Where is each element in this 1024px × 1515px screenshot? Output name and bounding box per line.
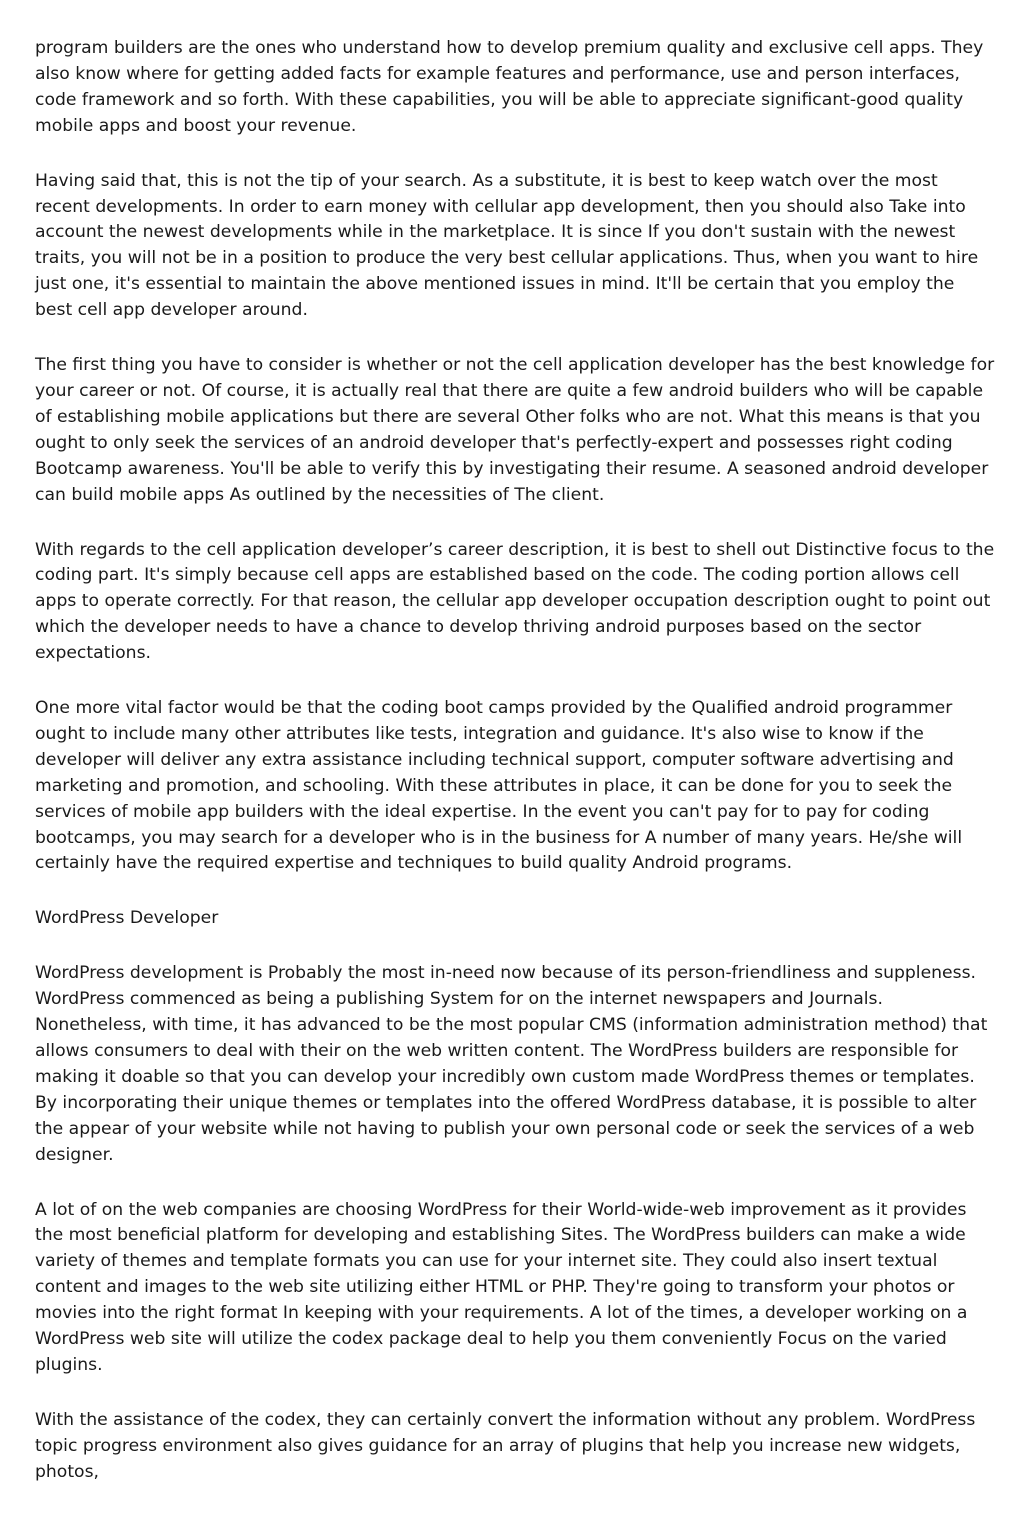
paragraph-wordpress-companies: A lot of on the web companies are choosing WordPress for their World-wide-web improvement as it provides the most beneficial platform for developing and establishing Sites. The WordPress builders can make a wide variety of themes and template formats you can use for your internet site. They could also insert textual content and images to the web site utilizing either HTML or PHP. They're going to transform your photos or movies into the right format In keeping with your requirements. A lot of the times, a developer working on a WordPress web site will utilize the codex package deal to help you them conveniently Focus on the varied plugins. bbox=[35, 1199, 968, 1375]
document-body bbox=[35, 36, 995, 1515]
paragraph-boot-camps: One more vital factor would be that the coding boot camps provided by the Qualified android programmer ought to include many other attributes like tests, integration and guidance. It's also wise to know if the developer will deliver any extra assistance including technical support, computer software advertising and marketing and promotion, and schooling. With these attributes in place, it can be done for you to seek the services of mobile app builders with the ideal expertise. In the event you can't pay for to pay for coding bootcamps, you may search for a developer who is in the business for A number of many years. He/she will certainly have the required expertise and techniques to build quality Android programs. bbox=[35, 698, 963, 874]
paragraph-latest-developments: Having said that, this is not the tip of your search. As a substitute, it is best to keep watch over the most recent developments. In order to earn money with cellular app development, then you should also Take into account the newest developments while in the marketplace. It is since If you don't sustain with the newest traits, you will not be in a position to produce the very best cellular applications. Thus, when you want to hire just one, it's essential to maintain the above mentioned issues in mind. It'll be certain that you employ the best cell app developer around. bbox=[35, 170, 979, 321]
paragraph-wordpress-development: WordPress development is Probably the most in-need now because of its person-friendliness and suppleness. WordPress commenced as being a publishing System for on the internet newspapers and Journals. Nonetheless, with time, it has advanced to be the most popular CMS (information administration method) that allows consumers to deal with their on the web written content. The WordPress builders are responsible for making it doable so that you can develop your incredibly own custom made WordPress themes or templates. By incorporating their unique themes or templates into the offered WordPress database, it is possible to alter the appear of your website while not having to publish your own personal code or seek the services of a web designer. bbox=[35, 963, 988, 1165]
paragraph-knowledge: The first thing you have to consider is whether or not the cell application developer has the best knowledge for your career or not. Of course, it is actually real that there are quite a few android builders who will be capable of establishing mobile applications but there are several Other folks who are not. What this means is that you ought to only seek the services of an android developer that's perfectly-expert and possesses right coding Bootcamp awareness. You'll be able to verify this by investigating their resume. A seasoned android developer can build mobile apps As outlined by the necessities of The client. bbox=[35, 355, 995, 505]
paragraph-codex: With the assistance of the codex, they can certainly convert the information without any problem. WordPress topic progress environment also gives guidance for an array of plugins that help you increase new widgets, photos, bbox=[35, 1409, 976, 1482]
paragraph-intro: program builders are the ones who understand how to develop premium quality and exclusive cell apps. They also know where for getting added facts for example features and performance, use and person interfaces, code framework and so forth. With these capabilities, you will be able to appreciate significant-good quality mobile apps and boost your revenue. bbox=[35, 38, 984, 136]
paragraph-career-description: With regards to the cell application developer’s career description, it is best to shell out Distinctive focus to the coding part. It's simply because cell apps are established based on the code. The coding portion allows cell apps to operate correctly. For that reason, the cellular app developer occupation description ought to point out which the developer needs to have a chance to develop thriving android purposes based on the sector expectations. bbox=[35, 539, 995, 664]
section-heading-wordpress-developer: WordPress Developer bbox=[35, 908, 219, 929]
